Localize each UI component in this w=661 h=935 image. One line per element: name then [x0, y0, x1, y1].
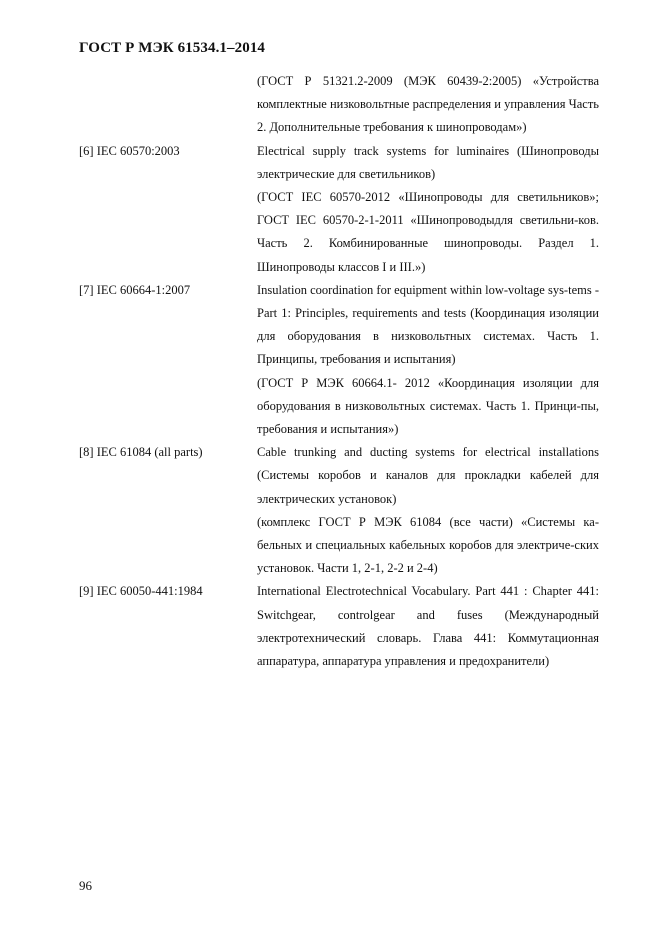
entry-body	[257, 70, 599, 140]
bibliography-entry	[79, 279, 599, 441]
entry-paragraph: (ГОСТ IEC 60570-2012 «Шинопроводы для светильников»; ГОСТ IEC 60570-2-1-2011 «Шинопроводыдля светильни-ков. Часть 2. Комбинированные шинопроводы. Раздел 1. Шинопроводы классов I и III.»)	[257, 190, 599, 274]
entry-paragraph: (ГОСТ Р МЭК 60664.1- 2012 «Координация изоляции для оборудования в низковольтных системах. Часть 1. Принци-пы, требования и испытания»)	[257, 375, 599, 437]
bibliography-entry	[79, 70, 599, 140]
entry-body	[257, 580, 599, 673]
entry-reference: [6] IEC 60570:2003	[79, 143, 180, 158]
entry-paragraph: Cable trunking and ducting systems for electrical installations (Системы коробов и каналов для прокладки кабелей для электрических установок)	[257, 445, 599, 506]
entry-body	[257, 140, 599, 279]
page-number: 96	[79, 878, 92, 893]
entry-paragraph: Electrical supply track systems for luminaires (Шинопроводы электрические для светильников)	[257, 143, 599, 181]
bibliography-list	[79, 70, 599, 673]
bibliography-entry	[79, 140, 599, 279]
entry-body	[257, 279, 599, 441]
bibliography-entry	[79, 441, 599, 580]
bibliography-entry	[79, 580, 599, 673]
entry-reference: [9] IEC 60050-441:1984	[79, 584, 203, 599]
entry-paragraph: (ГОСТ Р 51321.2-2009 (МЭК 60439-2:2005) «Устройства комплектные низковольтные распределения и управления Часть 2. Дополнительные требования к шинопроводам»)	[257, 74, 599, 135]
entry-paragraph: Insulation coordination for equipment within low-voltage sys-tems - Part 1: Principles, requirements and tests (Координация изоляции для оборудования в низковольтных системах. Часть 1. Принципы, требования и испытания)	[257, 282, 599, 367]
entry-paragraph: (комплекс ГОСТ Р МЭК 61084 (все части) «Системы ка-бельных и специальных кабельных коробов для электриче-ских установок. Части 1, 2-1, 2-2 и 2-4)	[257, 514, 599, 576]
entry-reference	[79, 70, 257, 140]
entry-paragraph: International Electrotechnical Vocabulary. Part 441 : Chapter 441: Switchgear, controlgear and fuses (Международный электротехнический словарь. Глава 441: Коммутационная аппаратура, аппаратура управления и предохранители)	[257, 584, 599, 669]
document-header: ГОСТ Р МЭК 61534.1–2014	[79, 40, 266, 56]
entry-reference: [8] IEC 61084 (all parts)	[79, 445, 203, 460]
entry-body	[257, 441, 599, 580]
entry-reference: [7] IEC 60664-1:2007	[79, 282, 191, 297]
